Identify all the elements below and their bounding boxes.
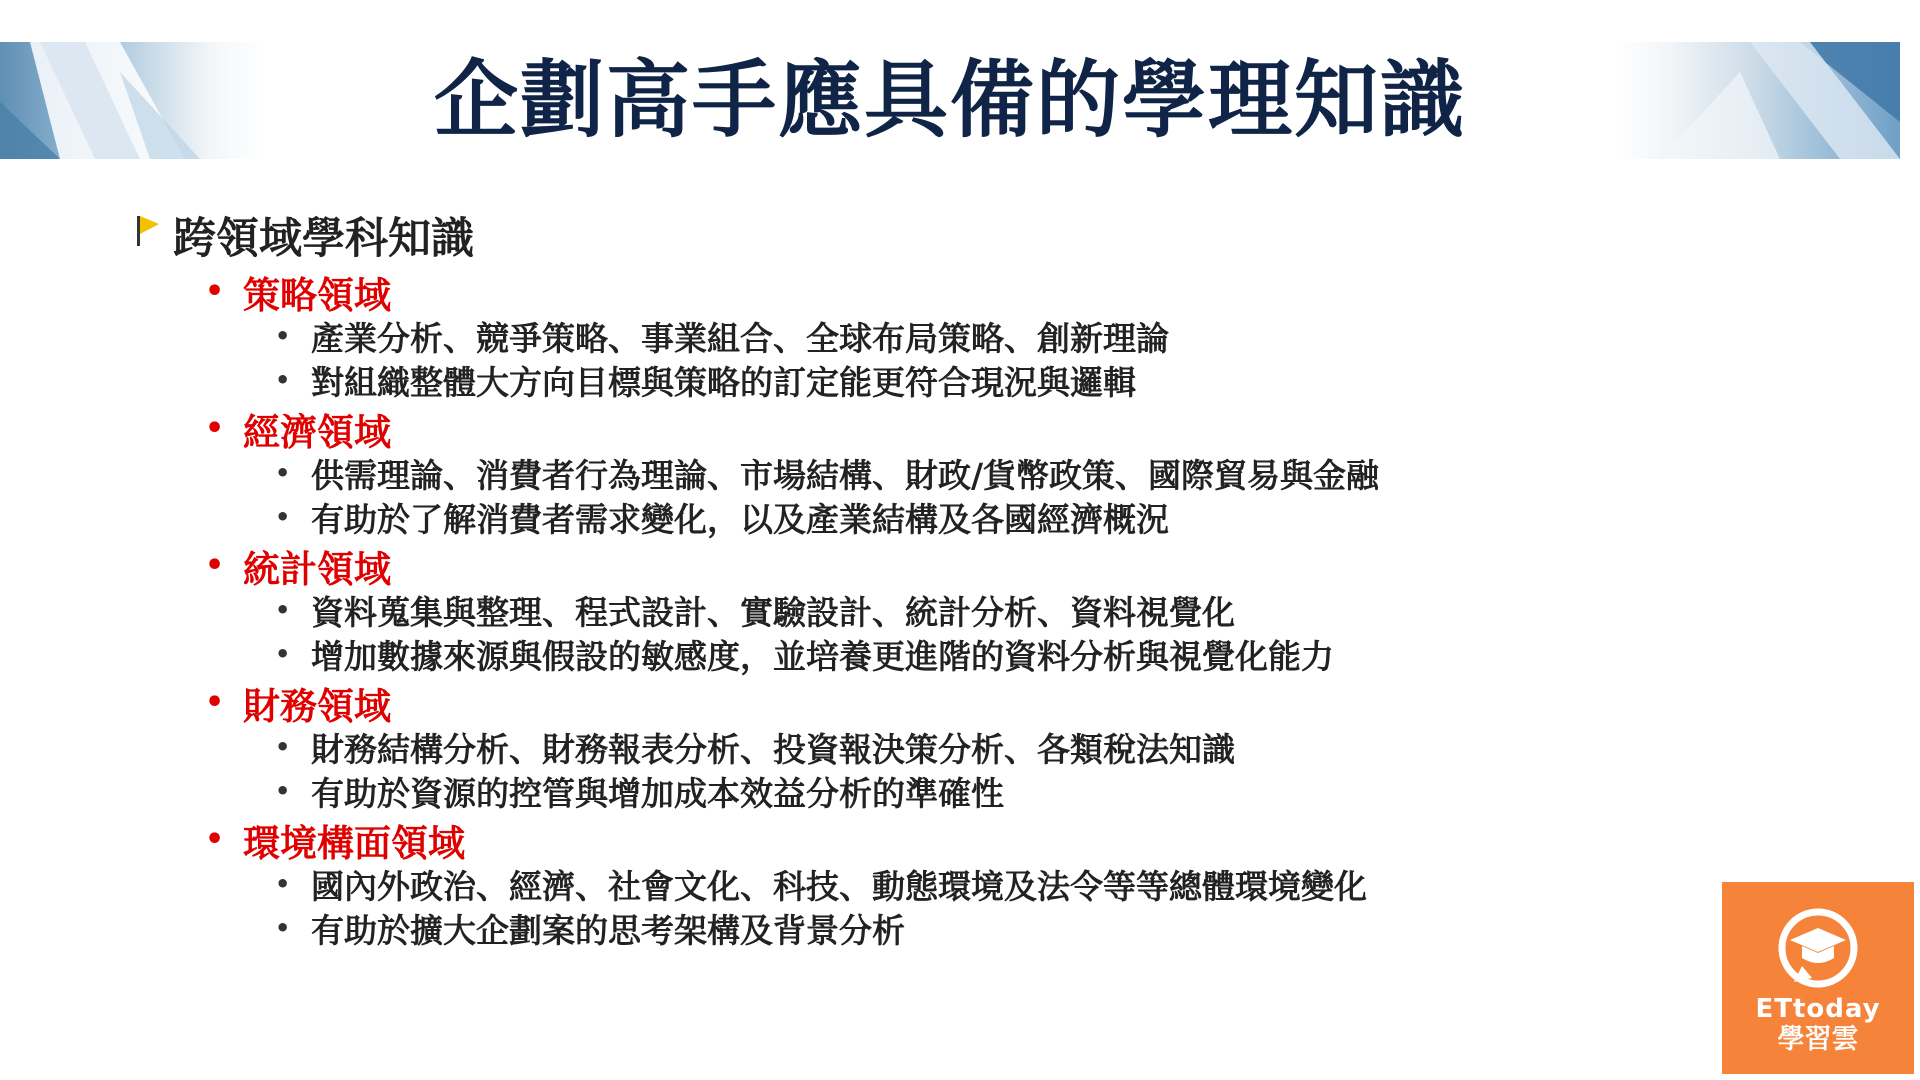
bullet-dot-icon: • — [275, 870, 291, 898]
list-item — [275, 862, 1635, 906]
bullet-dot-icon: • — [275, 366, 291, 394]
bullet-dot-icon: • — [205, 548, 225, 583]
list-item — [275, 906, 1635, 950]
list-item-text: 對組織整體大方向目標與策略的訂定能更符合現況與邏輯 — [311, 362, 1136, 402]
section-title: 策略領域 — [243, 273, 391, 317]
graduation-cap-chat-icon — [1772, 904, 1864, 996]
list-item — [275, 451, 1635, 495]
bullet-dot-icon: • — [275, 914, 291, 942]
section-statistics — [205, 543, 1635, 676]
list-item — [275, 769, 1635, 813]
list-item — [275, 495, 1635, 539]
main-heading: 跨領域學科知識 — [173, 213, 474, 264]
section-title: 環境構面領域 — [243, 821, 465, 865]
logo-brand-text: ETtoday — [1755, 994, 1881, 1024]
bullet-dot-icon: • — [205, 822, 225, 857]
list-item-text: 有助於擴大企劃案的思考架構及背景分析 — [311, 910, 905, 950]
section-title: 統計領域 — [243, 547, 391, 591]
bullet-dot-icon: • — [275, 733, 291, 761]
bullet-dot-icon: • — [275, 777, 291, 805]
section-environment — [205, 817, 1635, 950]
list-item — [275, 588, 1635, 632]
list-item-text: 產業分析、競爭策略、事業組合、全球布局策略、創新理論 — [311, 318, 1169, 358]
flag-icon — [135, 212, 161, 248]
list-item-text: 國內外政治、經濟、社會文化、科技、動態環境及法令等等總體環境變化 — [311, 866, 1367, 906]
list-item — [275, 725, 1635, 769]
list-item-text: 供需理論、消費者行為理論、市場結構、財政/貨幣政策、國際貿易與金融 — [311, 455, 1380, 495]
bullet-dot-icon: • — [275, 459, 291, 487]
logo-sub-text: 學習雲 — [1777, 1024, 1859, 1055]
slide-title: 企劃高手應具備的學理知識 — [433, 51, 1466, 149]
ettoday-logo — [1722, 882, 1914, 1074]
bullet-dot-icon: • — [205, 274, 225, 309]
main-heading-row — [135, 205, 1635, 265]
bullet-dot-icon: • — [275, 503, 291, 531]
bullet-dot-icon: • — [275, 596, 291, 624]
list-item-text: 增加數據來源與假設的敏感度，並培養更進階的資料分析與視覺化能力 — [311, 636, 1334, 676]
section-title: 經濟領域 — [243, 410, 391, 454]
bullet-dot-icon: • — [205, 685, 225, 720]
list-item-text: 有助於了解消費者需求變化，以及產業結構及各國經濟概況 — [311, 499, 1169, 539]
list-item — [275, 632, 1635, 676]
section-finance — [205, 680, 1635, 813]
list-item — [275, 314, 1635, 358]
section-strategy — [205, 269, 1635, 402]
list-item-text: 有助於資源的控管與增加成本效益分析的準確性 — [311, 773, 1004, 813]
list-item-text: 資料蒐集與整理、程式設計、實驗設計、統計分析、資料視覺化 — [311, 592, 1235, 632]
section-title: 財務領域 — [243, 684, 391, 728]
list-item-text: 財務結構分析、財務報表分析、投資報決策分析、各類稅法知識 — [311, 729, 1235, 769]
slide-content — [135, 205, 1635, 950]
list-item — [275, 358, 1635, 402]
bullet-dot-icon: • — [275, 322, 291, 350]
bullet-dot-icon: • — [205, 411, 225, 446]
section-economics — [205, 406, 1635, 539]
bullet-dot-icon: • — [275, 640, 291, 668]
